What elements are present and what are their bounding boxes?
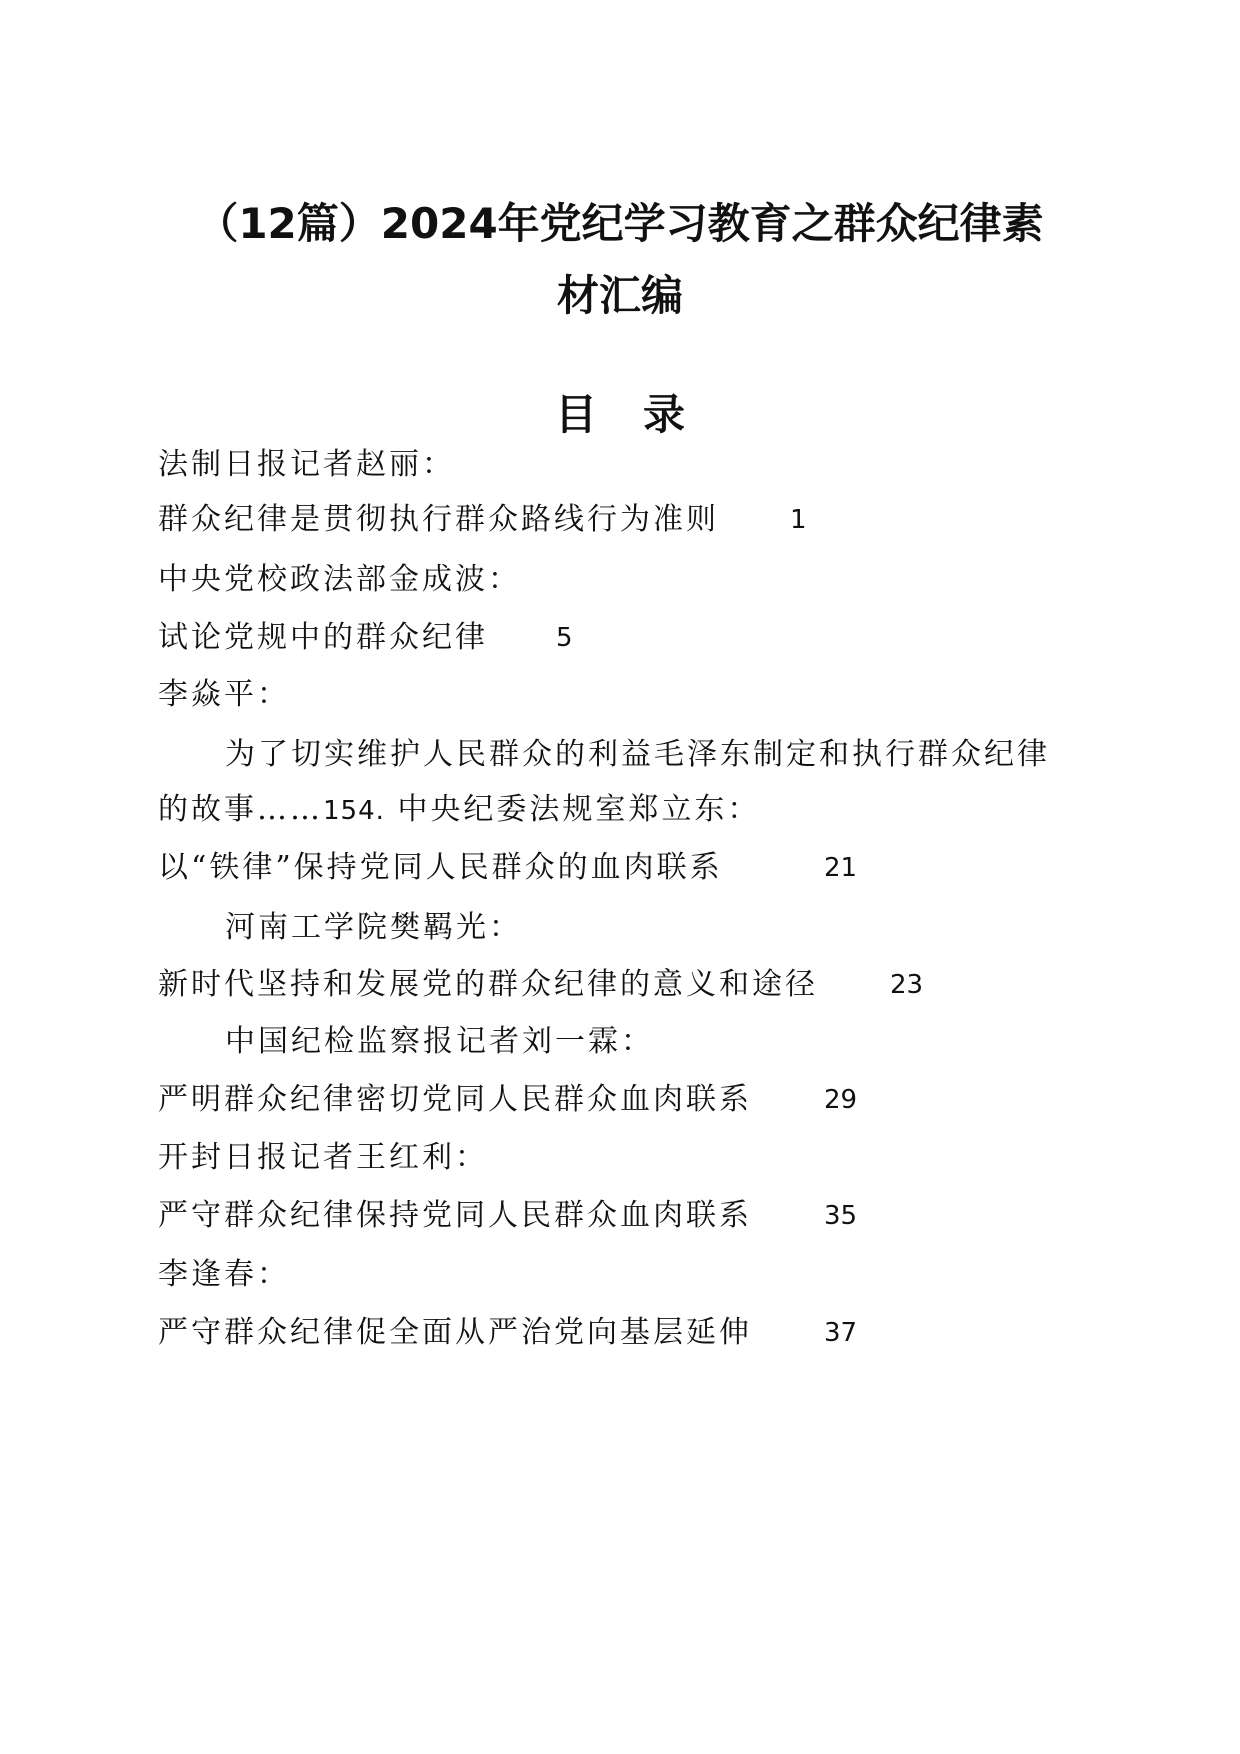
document-title (140, 188, 1100, 332)
toc-article-8[interactable]: 严守群众纪律促全面从严治党向基层延伸 (158, 1315, 752, 1350)
toc-page-number-6[interactable]: 29 (824, 1085, 858, 1115)
toc-article-1[interactable]: 群众纪律是贯彻执行群众路线行为准则 (158, 502, 719, 537)
toc-author-4: 中央纪委法规室郑立东： (397, 792, 761, 827)
document-title-line-1: （12篇）2024年党纪学习教育之群众纪律素 (196, 199, 1044, 248)
toc-article-5[interactable]: 新时代坚持和发展党的群众纪律的意义和途径 (158, 967, 818, 1002)
toc-author-7: 开封日报记者王红利： (158, 1140, 488, 1175)
toc-author-2: 中央党校政法部金成波： (158, 562, 521, 597)
toc-author-3: 李焱平： (158, 677, 290, 712)
toc-article-3-line-2[interactable] (158, 790, 760, 831)
toc-author-6: 中国纪检监察报记者刘一霖： (225, 1024, 654, 1059)
toc-article-4[interactable]: 以“铁律”保持党同人民群众的血肉联系 (158, 850, 723, 885)
toc-heading: 目录 (554, 390, 731, 439)
toc-author-8: 李逢春： (158, 1257, 290, 1292)
document-title-line-2: 材汇编 (556, 271, 683, 320)
toc-article-3-line-1[interactable]: 为了切实维护人民群众的利益毛泽东制定和执行群众纪律 (225, 737, 1050, 772)
toc-page-number-1[interactable]: 1 (790, 505, 807, 535)
toc-page-number-2[interactable]: 5 (556, 623, 573, 653)
toc-page-number-7[interactable]: 35 (824, 1201, 858, 1231)
toc-article-3-ellipsis-text: 的故事…… (158, 792, 323, 827)
toc-article-2[interactable]: 试论党规中的群众纪律 (158, 620, 488, 655)
toc-author-5: 河南工学院樊羁光： (225, 910, 522, 945)
toc-page-number-5[interactable]: 23 (890, 970, 924, 1000)
toc-article-6[interactable]: 严明群众纪律密切党同人民群众血肉联系 (158, 1082, 752, 1117)
toc-page-number-8[interactable]: 37 (824, 1318, 858, 1348)
toc-page-number-4[interactable]: 21 (824, 853, 858, 883)
toc-article-3-number: 154. (323, 796, 385, 826)
toc-author-1: 法制日报记者赵丽： (158, 447, 455, 482)
toc-article-7[interactable]: 严守群众纪律保持党同人民群众血肉联系 (158, 1198, 752, 1233)
